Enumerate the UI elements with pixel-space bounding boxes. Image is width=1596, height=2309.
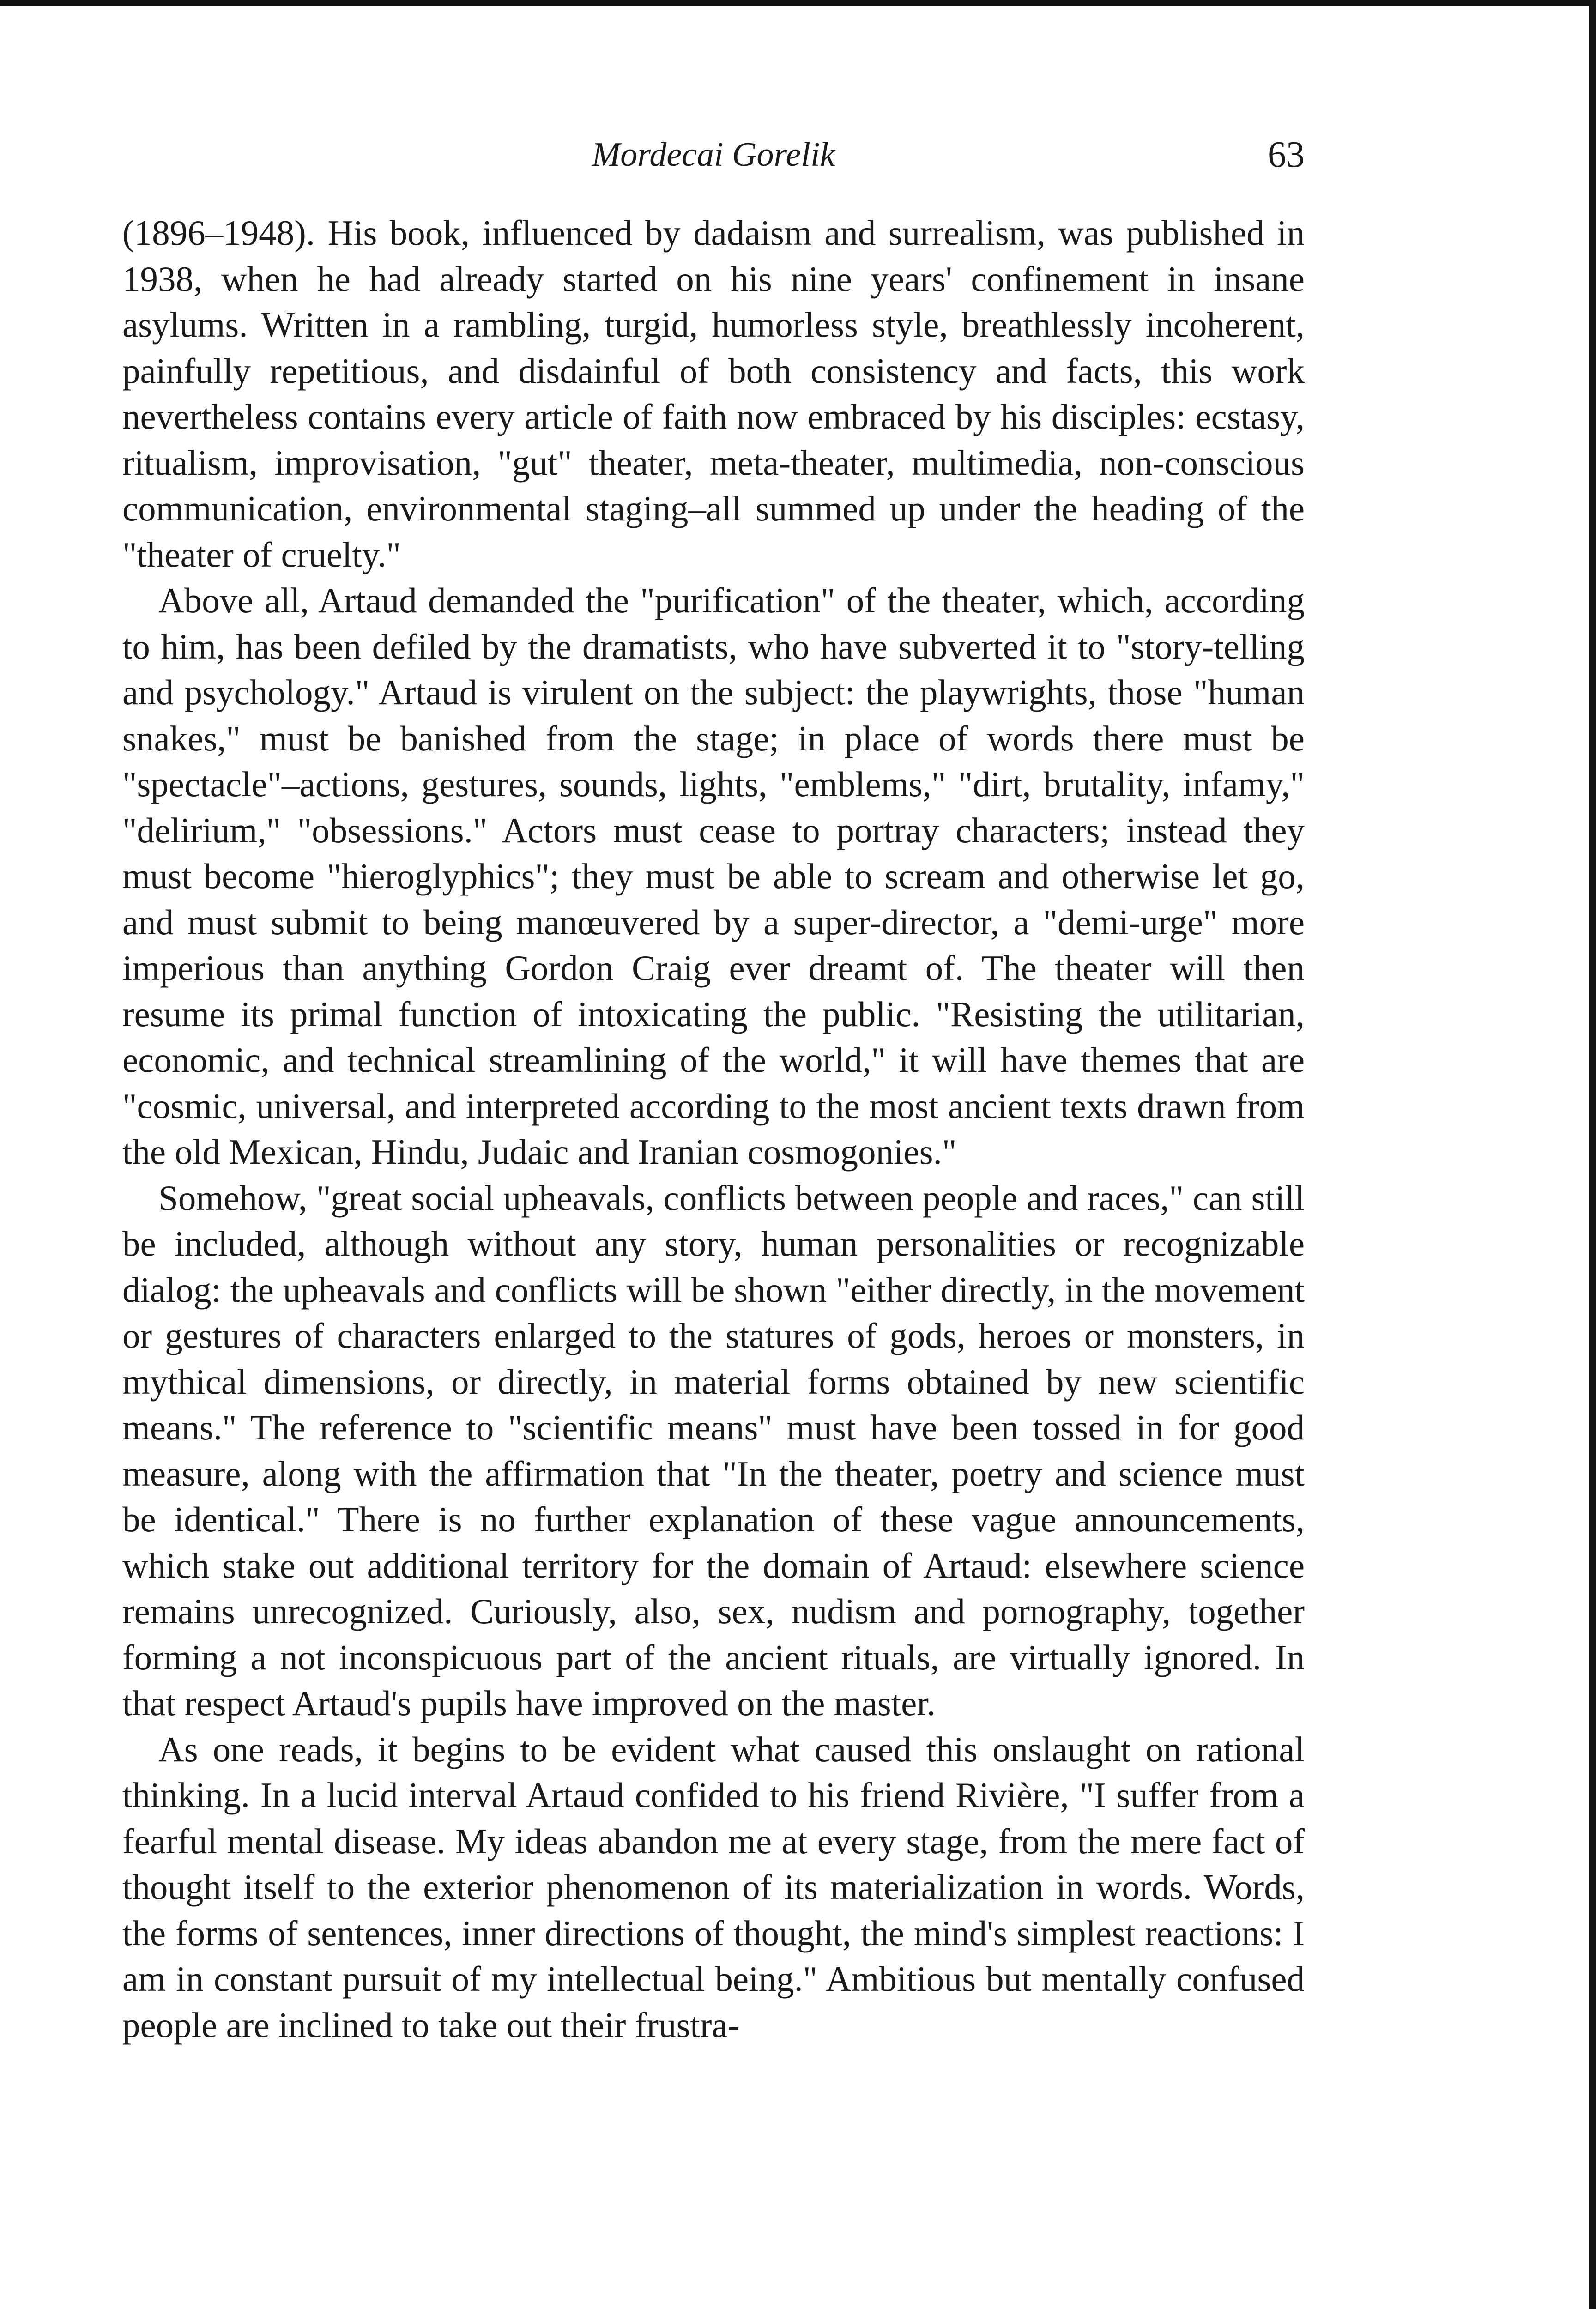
running-header [122, 132, 1305, 187]
paragraph: (1896–1948). His book, influenced by dadaism and surrealism, was published in 1938, when he had already started on his nine years' confinement in insane asylums. Written in a rambling, turgid, humorless style, breathlessly incoherent, painfully repetitious, and disdainful of both consistency and facts, this work nevertheless contains every article of faith now embraced by his disciples: ecstasy, ritualism, improvisation, "gut" theater, meta-theater, multimedia, non-conscious communication, environmental staging–all summed up under the heading of the "theater of cruelty." [122, 213, 1305, 574]
running-title: Mordecai Gorelik [592, 136, 835, 174]
scan-border-right [1589, 0, 1596, 2309]
paragraph: As one reads, it begins to be evident what caused this onslaught on rational thinking. In a lucid interval Artaud confided to his friend Rivière, "I suffer from a fearful mental disease. My ideas abandon me at every stage, from the mere fact of thought itself to the exterior phenomenon of its materialization in words. Words, the forms of sentences, inner directions of thought, the mind's simplest reactions: I am in constant pursuit of my intellectual being." Ambitious but mentally confused people are inclined to take out their frustra- [122, 1729, 1305, 2045]
paragraph: Above all, Artaud demanded the "purification" of the theater, which, according to him, has been defiled by the dramatists, who have subverted it to "story-telling and psychology." Artaud is virulent on the subject: the playwrights, those "human snakes," must be banished from the stage; in place of words there must be "spectacle"–actions, gestures, sounds, lights, "emblems," "dirt, brutality, infamy," "delirium," "obsessions." Actors must cease to portray characters; instead they must become "hieroglyphics"; they must be able to scream and otherwise let go, and must submit to being manœuvered by a super-director, a "demi-urge" more imperious than anything Gordon Craig ever dreamt of. The theater will then resume its primal function of intoxicating the public. "Resisting the utilitarian, economic, and technical streamlining of the world," it will have themes that are "cosmic, universal, and interpreted according to the most ancient texts drawn from the old Mexican, Hindu, Judaic and Iranian cosmogonies." [122, 580, 1305, 1172]
paragraph: Somehow, "great social upheavals, conflicts between people and races," can still be included, although without any story, human personalities or recognizable dialog: the upheavals and conflicts will be shown "either directly, in the movement or gestures of characters enlarged to the statures of gods, heroes or monsters, in mythical dimensions, or directly, in material forms obtained by new scientific means." The reference to "scientific means" must have been tossed in for good measure, along with the affirmation that "In the theater, poetry and science must be identical." There is no further explanation of these vague announcements, which stake out additional territory for the domain of Artaud: elsewhere science remains unrecognized. Curiously, also, sex, nudism and pornography, together forming a not inconspicuous part of the ancient rituals, are virtually ignored. In that respect Artaud's pupils have improved on the master. [122, 1178, 1305, 1723]
body-text [122, 210, 1305, 2048]
scan-border-top [0, 0, 1596, 6]
page-number: 63 [1268, 134, 1305, 175]
